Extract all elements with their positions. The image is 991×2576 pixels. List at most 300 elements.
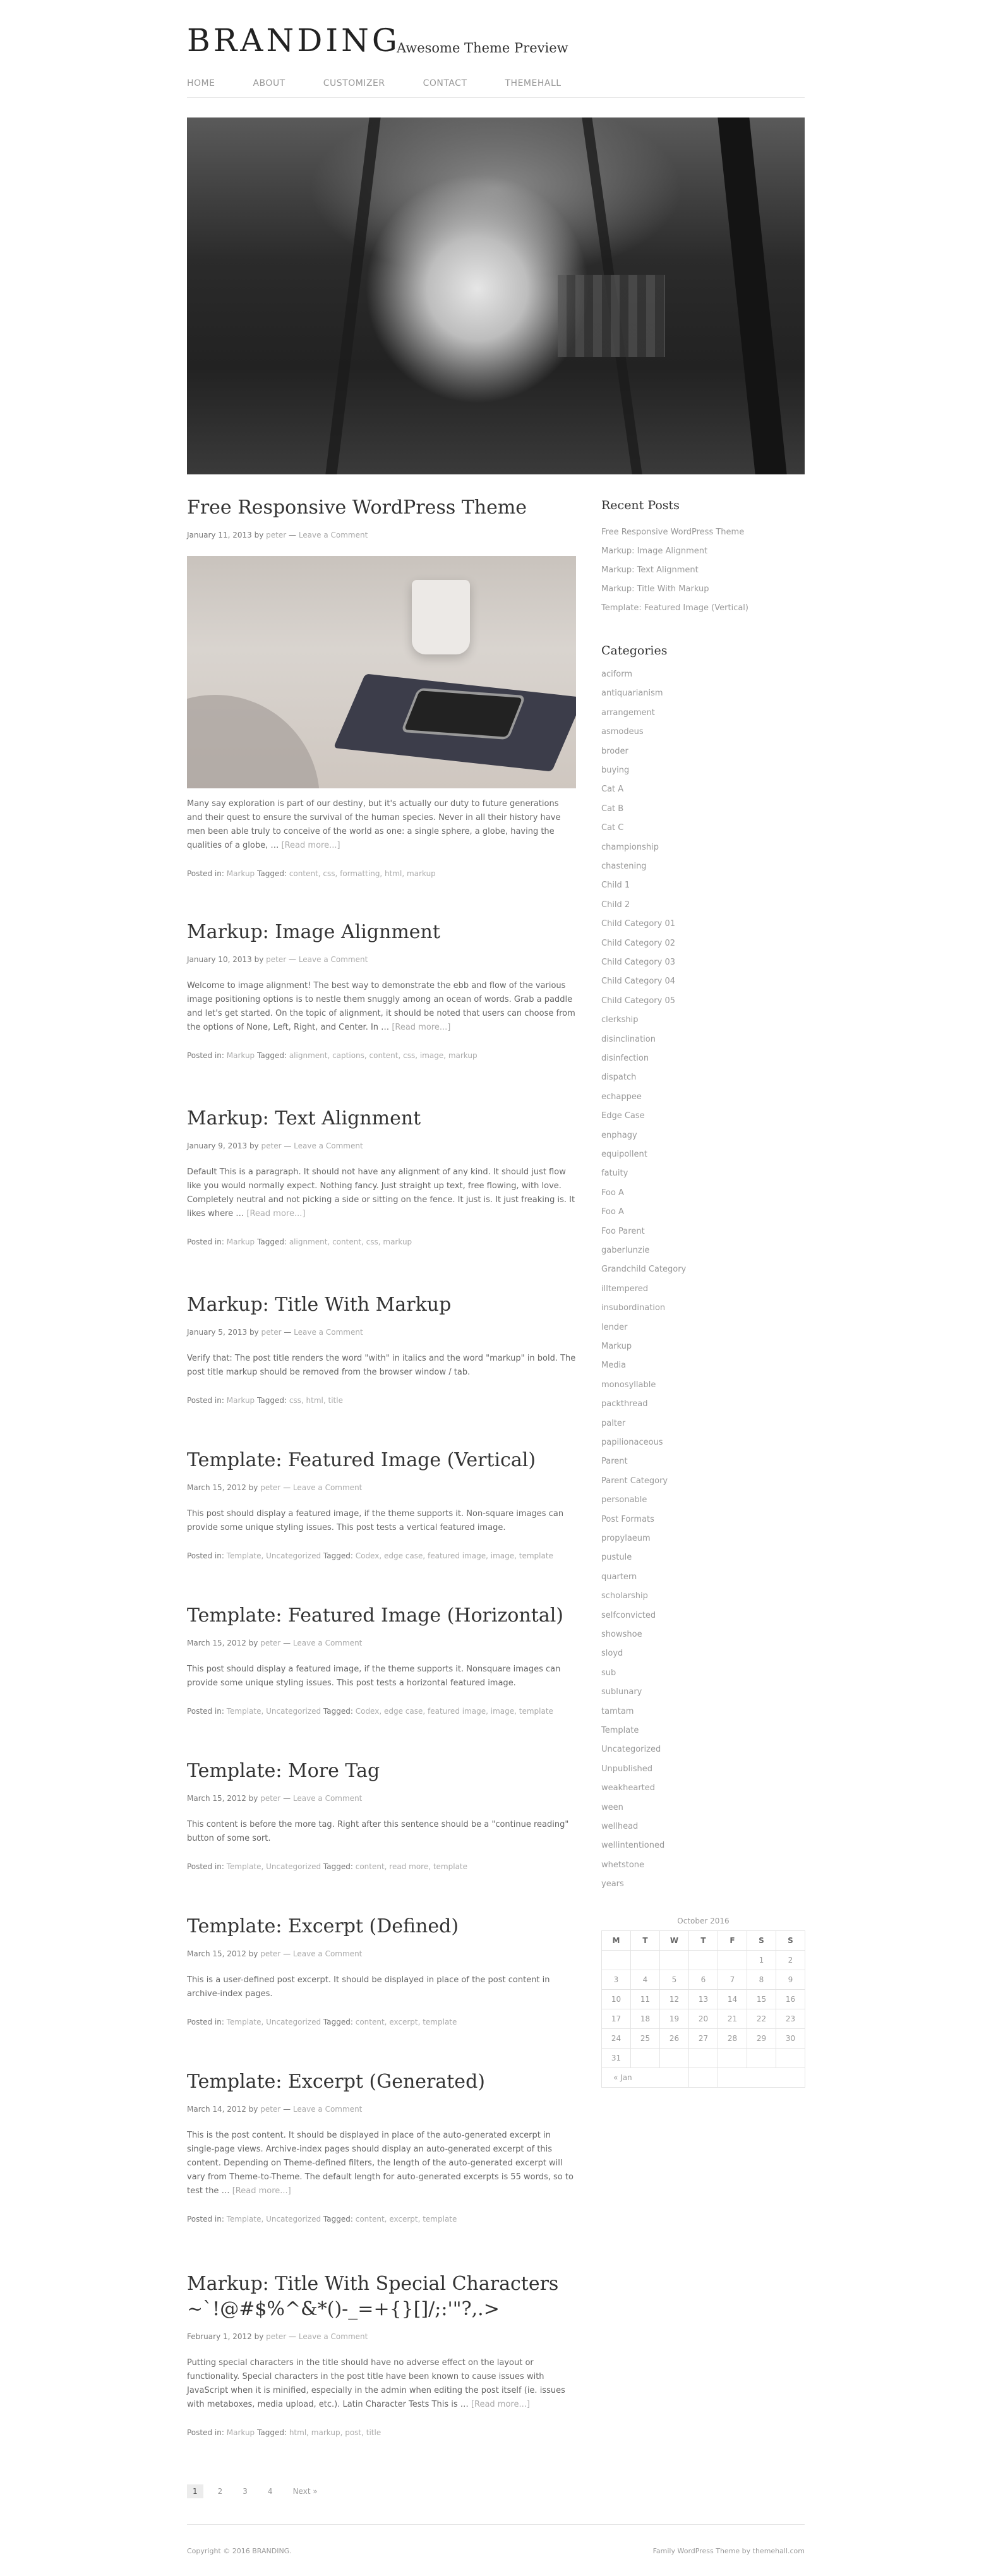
category-link[interactable]: quartern [601,1572,637,1582]
category-link[interactable]: Foo A [601,1207,624,1217]
calendar-day-header: W [660,1931,689,1951]
category-link[interactable]: broder [601,746,628,756]
category-link[interactable]: Post Formats [601,1514,654,1524]
category-link[interactable]: antiquarianism [601,689,663,699]
category-link[interactable]: weakhearted [601,1783,656,1793]
category-link[interactable]: Child Category 02 [601,938,675,948]
category-link[interactable]: ween [601,1802,623,1812]
calendar-week-row [602,1951,805,1970]
footer-credit [653,2546,805,2556]
category-link[interactable]: lender [601,1322,628,1332]
category-link[interactable]: sloyd [601,1649,623,1659]
calendar-nav-spacer [689,2068,718,2088]
post-excerpt-text: Many say exploration is part of our destiny, but it's actually our duty to future generations and their quest to ensure the survival of the human species. Never in all their history have men been able truly to conceive of the world as one: a single sphere, a globe, having the qualities of a globe, … [187,799,561,850]
byline-label: by [248,1639,258,1647]
post-author[interactable]: peter [260,1794,281,1803]
post-footer [187,2213,576,2225]
post-title[interactable]: Markup: Title With Markup [187,1294,452,1316]
calendar-day: 15 [747,1990,776,2009]
category-link[interactable]: papilionaceous [601,1438,663,1447]
calendar-day-header: T [689,1931,718,1951]
read-more-link[interactable]: [Read more...] [392,1023,451,1032]
post-footer [187,2016,576,2028]
category-link[interactable]: fatuity [601,1169,628,1179]
posted-in-label: Posted in: [187,1862,224,1871]
category-link[interactable]: tamtam [601,1706,634,1716]
header-divider [187,97,805,98]
tagged-label: Tagged: [257,2428,287,2437]
category-link[interactable]: years [601,1879,624,1889]
next-page-link[interactable]: Next » [292,2487,318,2496]
calendar-day: 5 [660,1970,689,1990]
byline-label: by [254,955,264,964]
recent-post-link[interactable]: Free Responsive WordPress Theme [601,527,745,537]
categories-title: Categories [601,644,668,658]
site-title[interactable]: BRANDING [187,22,400,59]
category-link[interactable]: equipollent [601,1150,647,1159]
calendar-day: 9 [776,1970,805,1990]
post-meta [187,954,576,965]
post-meta [187,2331,576,2342]
calendar-day: 30 [776,2029,805,2049]
nav-about[interactable]: ABOUT [253,78,285,88]
calendar-day: 3 [602,1970,631,1990]
post-excerpt-text: This is a user-defined post excerpt. It should be displayed in place of the post content in archive-index pages. [187,1975,550,1999]
footer-copyright: Copyright © 2016 BRANDING. [187,2547,292,2555]
posted-in-label: Posted in: [187,1551,224,1560]
post-categories[interactable]: Template, Uncategorized [226,1707,321,1716]
read-more-link[interactable]: [Read more...] [246,1209,306,1219]
leave-comment-link[interactable]: Leave a Comment [292,1949,363,1958]
post-categories[interactable]: Markup [226,1051,255,1060]
post-author[interactable]: peter [260,1949,281,1958]
calendar-day [602,1951,631,1970]
calendar-day: 14 [718,1990,747,2009]
post-author[interactable]: peter [266,955,287,964]
category-link[interactable]: Cat B [601,803,624,814]
post-date: March 14, 2012 [187,2105,246,2114]
post-featured-image[interactable] [187,556,576,788]
tagged-label: Tagged: [257,869,287,878]
post-author[interactable]: peter [260,1639,281,1647]
post-categories[interactable]: Markup [226,869,255,878]
post-tags[interactable]: Codex, edge case, featured image, image, template [355,1707,553,1716]
posted-in-label: Posted in: [187,869,224,878]
calendar-day [660,2049,689,2068]
nav-customizer[interactable]: CUSTOMIZER [323,78,385,88]
post-meta [187,1948,576,1959]
calendar-day [718,2049,747,2068]
calendar-day-header: S [776,1931,805,1951]
calendar-day: 22 [747,2009,776,2029]
post-meta [187,1482,576,1493]
read-more-link[interactable]: [Read more...] [281,841,340,850]
nav-themehall[interactable]: THEMEHALL [505,78,562,88]
calendar [601,1930,805,2088]
calendar-day: 25 [631,2029,660,2049]
category-link[interactable]: Child Category 05 [601,996,675,1006]
category-link[interactable]: Foo A [601,1188,624,1198]
post-article [187,920,576,1061]
page-2[interactable]: 2 [217,2487,223,2496]
pagination [187,2484,332,2498]
category-link[interactable]: Cat C [601,823,624,833]
calendar-day: 27 [689,2029,718,2049]
posted-in-label: Posted in: [187,2215,224,2224]
meta-separator: — [283,2105,291,2114]
post-categories[interactable]: Template, Uncategorized [226,2215,321,2224]
tagged-label: Tagged: [323,1551,353,1560]
tagged-label: Tagged: [257,1051,287,1060]
posted-in-label: Posted in: [187,1396,224,1405]
post-title[interactable]: Template: Featured Image (Vertical) [187,1449,536,1471]
post-date: January 5, 2013 [187,1328,248,1337]
meta-separator: — [283,1483,291,1492]
post-footer [187,1236,576,1248]
post-excerpt-text: Putting special characters in the title should have no adverse effect on the layout or functionality. Special characters in the post title have been known to cause issues with JavaScript when it is minified, especially in the admin when editing the post itself (ie. issues with metaboxes, media upload, etc.). Latin Character Tests This is … [187,2358,565,2409]
post-date: February 1, 2012 [187,2332,252,2341]
category-link[interactable]: propylaeum [601,1534,651,1543]
post-article [187,1914,576,2028]
category-link[interactable]: monosyllable [601,1380,656,1390]
leave-comment-link[interactable]: Leave a Comment [294,1328,363,1337]
main-nav [187,74,599,93]
category-link[interactable]: Uncategorized [601,1745,661,1755]
page-1: 1 [187,2484,203,2498]
post-excerpt-text: This post should display a featured image, if the theme supports it. Non-square images can provide some unique styling issues. This post tests a vertical featured image. [187,1509,564,1532]
category-link[interactable]: pustule [601,1553,632,1563]
calendar-day: 19 [660,2009,689,2029]
post-excerpt-text: This content is before the more tag. Right after this sentence should be a "continue reading" button of some sort. [187,1820,569,1843]
calendar-day: 2 [776,1951,805,1970]
post-categories[interactable]: Markup [226,2428,255,2437]
post-author[interactable]: peter [260,2105,281,2114]
calendar-day: 4 [631,1970,660,1990]
post-author[interactable]: peter [266,2332,287,2341]
byline-label: by [248,1483,258,1492]
post-meta [187,529,576,541]
calendar-body [602,1951,805,2088]
calendar-nav-row [602,2068,805,2088]
post-categories[interactable]: Markup [226,1237,255,1246]
theme-name-link[interactable]: Family [652,2547,675,2555]
post-article [187,1759,576,1872]
tagged-label: Tagged: [323,1862,353,1871]
calendar-week-row [602,1990,805,2009]
post-footer [187,1550,576,1562]
calendar-week-row [602,2009,805,2029]
post-title[interactable]: Markup: Image Alignment [187,921,440,943]
posted-in-label: Posted in: [187,1237,224,1246]
calendar-caption: October 2016 [677,1917,730,1925]
meta-separator: — [283,1949,291,1958]
post-tags[interactable]: content, excerpt, template [355,2215,457,2224]
calendar-day [689,1951,718,1970]
calendar-day: 18 [631,2009,660,2029]
posted-in-label: Posted in: [187,2428,224,2437]
category-link[interactable]: Edge Case [601,1111,645,1121]
byline-label: by [254,531,264,539]
calendar-week-row [602,1970,805,1990]
category-link[interactable]: personable [601,1495,647,1505]
post-excerpt-text: Verify that: The post title renders the word "with" in italics and the word "markup" in bold. The post title markup should be removed from the browser window / tab. [187,1354,576,1377]
leave-comment-link[interactable]: Leave a Comment [298,2332,368,2341]
byline-label: by [248,2105,258,2114]
byline-label: by [254,2332,264,2341]
category-link[interactable]: Media [601,1361,627,1371]
tagged-label: Tagged: [257,1237,287,1246]
calendar-day [747,2049,776,2068]
post-excerpt-text: This post should display a featured image, if the theme supports it. Nonsquare images can provide some unique styling issues. This post tests a horizontal featured image. [187,1664,561,1688]
post-title[interactable]: Free Responsive WordPress Theme [187,497,527,519]
post-article [187,2272,576,2438]
post-tags[interactable]: html, markup, post, title [289,2428,381,2437]
calendar-day [631,1951,660,1970]
calendar-day: 8 [747,1970,776,1990]
calendar-week-row [602,2049,805,2068]
post-meta [187,1327,576,1338]
category-link[interactable]: Child 1 [601,881,630,891]
post-article [187,2069,576,2225]
meta-separator: — [283,1639,291,1647]
post-footer [187,1050,576,1061]
category-link[interactable]: sub [601,1668,616,1678]
leave-comment-link[interactable]: Leave a Comment [298,955,368,964]
post-excerpt-text: This is the post content. It should be displayed in place of the auto-generated excerpt in single-page views. Archive-index pages should display an auto-generated excerpt of this content. Depending on Theme-defined filters, the length of the auto-generated excerpt will vary from Theme-to-Theme. The default length for auto-generated excerpts is 55 words, so to test the … [187,2131,574,2196]
leave-comment-link[interactable]: Leave a Comment [292,2105,363,2114]
category-link[interactable]: showshoe [601,1630,642,1639]
category-link[interactable]: Child Category 01 [601,919,675,929]
post-excerpt [187,979,576,1035]
calendar-day: 13 [689,1990,718,2009]
theme-credit-text[interactable]: WordPress Theme by themehall.com [677,2547,805,2555]
calendar-day [631,2049,660,2068]
post-excerpt-text: Default This is a paragraph. It should not have any alignment of any kind. It should just flow like you would normally expect. Nothing fancy. Just straight up text, free flowing, with love. Completely neutral and not picking a side or sitting on the fence. It just is. It just freaking is. It likes where … [187,1167,575,1219]
post-tags[interactable]: Codex, edge case, featured image, image, template [355,1551,553,1560]
calendar-prev-month-link[interactable]: « Jan [602,2068,689,2088]
calendar-day: 12 [660,1990,689,2009]
post-excerpt [187,2129,576,2198]
post-title[interactable]: Markup: Title With Special Characters ~`!@#$%^&*()-_=+{}[]/;:'"?,.> [187,2273,559,2320]
calendar-day-header: F [718,1931,747,1951]
post-tags[interactable]: css, html, title [289,1396,343,1405]
post-date: January 9, 2013 [187,1141,248,1150]
byline-label: by [248,1949,258,1958]
calendar-day: 23 [776,2009,805,2029]
post-categories[interactable]: Template, Uncategorized [226,2018,321,2026]
post-footer [187,1706,576,1717]
post-date: March 15, 2012 [187,1483,246,1492]
nav-contact[interactable]: CONTACT [423,78,467,88]
page-4[interactable]: 4 [267,2487,273,2496]
post-footer [187,1395,576,1406]
calendar-day: 11 [631,1990,660,2009]
post-footer [187,2427,576,2438]
post-date: January 10, 2013 [187,955,252,964]
read-more-link[interactable]: [Read more...] [471,2400,530,2409]
post-date: March 15, 2012 [187,1949,246,1958]
leave-comment-link[interactable]: Leave a Comment [292,1794,363,1803]
category-link[interactable]: arrangement [601,707,655,718]
category-link[interactable]: chastening [601,862,647,871]
post-date: March 15, 2012 [187,1794,246,1803]
post-excerpt [187,1973,576,2001]
tagged-label: Tagged: [323,2018,353,2026]
post-title[interactable]: Template: Excerpt (Defined) [187,1915,459,1937]
recent-post-link[interactable]: Markup: Title With Markup [601,584,709,594]
category-link[interactable]: Child Category 03 [601,958,675,967]
recent-post-link[interactable]: Markup: Text Alignment [601,565,699,575]
meta-separator: — [288,531,296,539]
post-categories[interactable]: Template, Uncategorized [226,1862,321,1871]
post-meta [187,1637,576,1649]
category-link[interactable]: disinclination [601,1034,656,1044]
calendar-day: 1 [747,1951,776,1970]
post-author[interactable]: peter [261,1328,282,1337]
post-tags[interactable]: content, css, formatting, html, markup [289,869,436,878]
post-title[interactable]: Template: Featured Image (Horizontal) [187,1604,564,1627]
post-article [187,1106,576,1248]
category-link[interactable]: whetstone [601,1860,645,1870]
leave-comment-link[interactable]: Leave a Comment [298,531,368,539]
calendar-day [660,1951,689,1970]
post-excerpt [187,2356,576,2412]
category-link[interactable]: Foo Parent [601,1226,645,1236]
calendar-day: 10 [602,1990,631,2009]
post-title[interactable]: Template: More Tag [187,1760,380,1782]
post-tags[interactable]: alignment, captions, content, css, image, markup [289,1051,477,1060]
post-date: January 11, 2013 [187,531,252,539]
nav-home[interactable]: HOME [187,78,215,88]
calendar-day [776,2049,805,2068]
category-link[interactable]: Child Category 04 [601,977,675,987]
leave-comment-link[interactable]: Leave a Comment [294,1141,363,1150]
category-link[interactable]: Parent [601,1457,628,1467]
category-link[interactable]: insubordination [601,1303,666,1313]
category-link[interactable]: packthread [601,1399,648,1409]
calendar-day: 21 [718,2009,747,2029]
calendar-day: 28 [718,2029,747,2049]
post-meta [187,2104,576,2115]
post-excerpt [187,1352,576,1380]
post-excerpt [187,797,576,853]
calendar-day: 16 [776,1990,805,2009]
recent-post-link[interactable]: Template: Featured Image (Vertical) [601,603,748,613]
post-tags[interactable]: alignment, content, css, markup [289,1237,412,1246]
post-meta [187,1793,576,1804]
category-link[interactable]: Unpublished [601,1764,652,1774]
post-article [187,1603,576,1717]
post-title[interactable]: Template: Excerpt (Generated) [187,2071,485,2093]
post-article [187,495,576,879]
meta-separator: — [284,1328,292,1337]
category-link[interactable]: sublunary [601,1687,642,1697]
post-author[interactable]: peter [266,531,287,539]
category-link[interactable]: scholarship [601,1591,648,1601]
calendar-day-header: S [747,1931,776,1951]
category-link[interactable]: wellhead [601,1822,639,1831]
post-date: March 15, 2012 [187,1639,246,1647]
recent-posts-title: Recent Posts [601,498,680,512]
category-link[interactable]: buying [601,766,630,775]
calendar-day-header: M [602,1931,631,1951]
category-link[interactable]: Markup [601,1342,632,1351]
category-link[interactable]: echappee [601,1092,642,1102]
posted-in-label: Posted in: [187,1051,224,1060]
post-footer [187,868,576,879]
calendar-day [718,1951,747,1970]
byline-label: by [249,1141,259,1150]
post-categories[interactable]: Template, Uncategorized [226,1551,321,1560]
page-3[interactable]: 3 [243,2487,248,2496]
recent-post-link[interactable]: Markup: Image Alignment [601,546,708,556]
category-link[interactable]: dispatch [601,1073,637,1083]
category-link[interactable]: illtempered [601,1284,649,1294]
post-article [187,1448,576,1562]
category-link[interactable]: selfconvicted [601,1610,656,1620]
byline-label: by [248,1794,258,1803]
post-author[interactable]: peter [260,1483,281,1492]
meta-separator: — [289,2332,297,2341]
leave-comment-link[interactable]: Leave a Comment [292,1483,363,1492]
post-tags[interactable]: content, excerpt, template [355,2018,457,2026]
calendar-day-header: T [631,1931,660,1951]
meta-separator: — [284,1141,292,1150]
header-hero-image [187,117,805,474]
post-excerpt [187,1663,576,1690]
calendar-week-row [602,2029,805,2049]
leave-comment-link[interactable]: Leave a Comment [292,1639,363,1647]
category-link[interactable]: gaberlunzie [601,1246,650,1255]
category-link[interactable]: palter [601,1418,626,1428]
tagged-label: Tagged: [257,1396,287,1405]
category-link[interactable]: disinfection [601,1054,649,1063]
footer-divider [187,2524,805,2525]
post-footer [187,1861,576,1872]
post-categories[interactable]: Markup [226,1396,255,1405]
calendar-day: 6 [689,1970,718,1990]
category-link[interactable]: Template [601,1726,639,1735]
read-more-link[interactable]: [Read more...] [232,2186,291,2196]
posted-in-label: Posted in: [187,1707,224,1716]
category-link[interactable]: clerkship [601,1015,639,1025]
calendar-day: 17 [602,2009,631,2029]
category-link[interactable]: Child 2 [601,900,630,910]
post-tags[interactable]: content, read more, template [355,1862,468,1871]
category-link[interactable]: championship [601,842,659,852]
calendar-day [689,2049,718,2068]
category-link[interactable]: enphagy [601,1130,637,1140]
category-link[interactable]: wellintentioned [601,1841,665,1851]
category-link[interactable]: Parent Category [601,1476,668,1486]
post-title[interactable]: Markup: Text Alignment [187,1107,421,1129]
byline-label: by [249,1328,259,1337]
category-link[interactable]: Cat A [601,785,624,795]
category-link[interactable]: aciform [601,670,633,679]
category-link[interactable]: Grandchild Category [601,1265,687,1275]
calendar-day: 20 [689,2009,718,2029]
posted-in-label: Posted in: [187,2018,224,2026]
post-meta [187,1140,576,1152]
calendar-header-row [602,1931,805,1951]
tagged-label: Tagged: [323,2215,353,2224]
meta-separator: — [288,955,296,964]
calendar-day: 26 [660,2029,689,2049]
calendar-day: 31 [602,2049,631,2068]
post-author[interactable]: peter [261,1141,282,1150]
calendar-day: 7 [718,1970,747,1990]
category-link[interactable]: asmodeus [601,727,644,737]
